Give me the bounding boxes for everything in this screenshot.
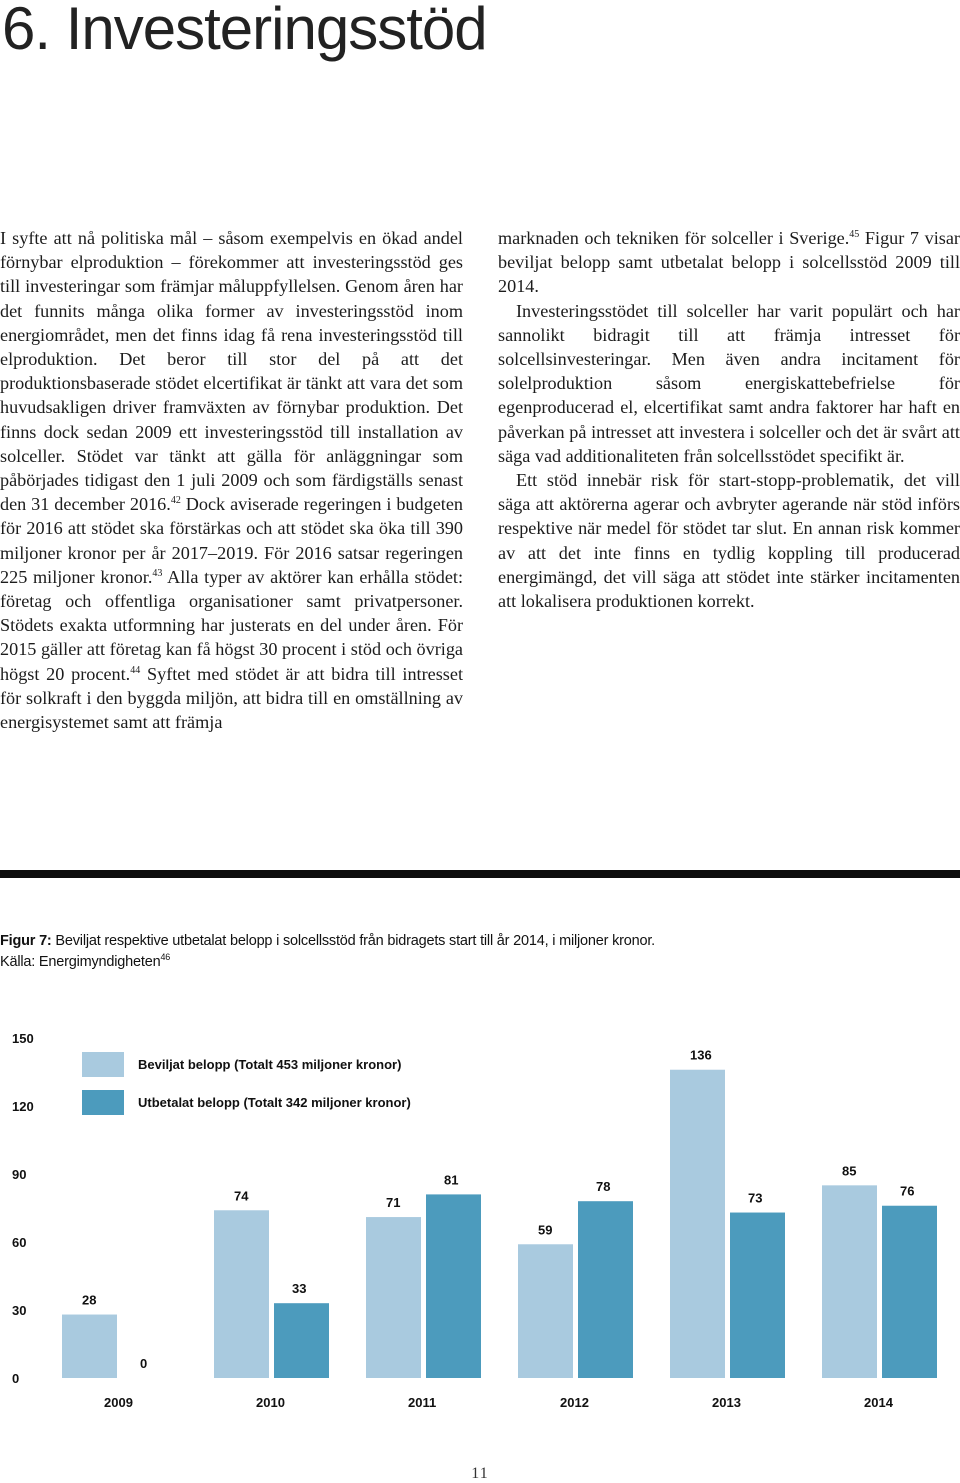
- data-label: 76: [900, 1183, 915, 1199]
- footnote-ref[interactable]: 45: [849, 229, 860, 240]
- data-label: 59: [538, 1222, 553, 1238]
- text-span: Alla typer av aktörer kan erhålla stödet: företag och offentliga organisationer samt privatpersoner. Stödets exakta utformning har justerats en del under åren. För 2015 gäller att företag kan få högst 30 procent i stöd och övriga högst 20 procent.: [0, 566, 464, 684]
- text-span: Syftet med stödet är att bidra till intresset för solkraft i den byggda miljön, att bidra till en omställning av energisystemet samt att främja: [0, 663, 464, 733]
- y-tick-label: 120: [12, 1099, 34, 1114]
- left-text-column: [0, 226, 463, 734]
- text-span: Figur 7 visar beviljat belopp samt utbetalat belopp i solcellsstöd 2009 till 2014.: [498, 228, 960, 297]
- bar: [274, 1303, 329, 1378]
- bar: [518, 1244, 573, 1378]
- bar: [822, 1185, 877, 1378]
- figure-caption-text: Beviljat respektive utbetalat belopp i solcellsstöd från bidragets start till år 2014, i miljoner kronor.: [51, 933, 655, 949]
- paragraph: [498, 226, 960, 299]
- footnote-ref[interactable]: 46: [160, 952, 171, 962]
- footnote-ref[interactable]: 43: [152, 567, 163, 579]
- data-label: 73: [748, 1190, 763, 1206]
- data-label: 74: [234, 1188, 249, 1204]
- y-tick-label: 90: [12, 1167, 27, 1182]
- x-tick-label: 2014: [864, 1395, 893, 1410]
- bar: [214, 1210, 269, 1378]
- y-tick-label: 0: [12, 1371, 20, 1386]
- figure-caption: [0, 931, 960, 973]
- data-label: 0: [140, 1356, 148, 1371]
- x-tick-label: 2011: [408, 1395, 437, 1410]
- legend-label: Beviljat belopp (Totalt 453 miljoner kronor): [138, 1057, 402, 1072]
- data-label: 85: [842, 1163, 857, 1179]
- bar: [426, 1194, 481, 1378]
- data-label: 28: [82, 1292, 97, 1308]
- text-span: marknaden och tekniken för solceller i Sverige.: [498, 228, 850, 248]
- x-tick-label: 2012: [560, 1395, 589, 1410]
- y-tick-label: 150: [12, 1031, 34, 1046]
- legend-swatch: [82, 1052, 124, 1077]
- section-divider: [0, 870, 960, 878]
- data-label: 71: [386, 1195, 401, 1211]
- page-title: 6. Investeringsstöd: [2, 0, 487, 62]
- data-label: 136: [690, 1047, 712, 1063]
- bar: [366, 1217, 421, 1378]
- bar: [730, 1213, 785, 1378]
- bar-chart: [0, 1010, 960, 1420]
- data-label: 33: [292, 1281, 307, 1297]
- bar: [62, 1315, 117, 1378]
- x-tick-label: 2010: [256, 1395, 285, 1410]
- data-label: 81: [444, 1172, 459, 1188]
- bar: [882, 1206, 937, 1378]
- y-tick-label: 60: [12, 1235, 27, 1250]
- paragraph: Investeringsstödet till solceller har varit populärt och har sannolikt bidragit till att främja intresset för solcellsinvesteringar. Men även andra incitament för solelproduktion såsom energiskattebefrielse för egenproducerad el, elcertifikat samt andra faktorer har haft en påverkan på intresset att investera i solceller och det är svårt att säga vad additionaliteten från solcellsstödet specifikt är.: [498, 300, 960, 466]
- bar: [670, 1070, 725, 1378]
- text-span: Dock aviserade regeringen i budgeten för 2016 att stödet ska förstärkas och att stödet ska öka till 390 miljoner kronor per år 2017–2019. För 2016 satsar regeringen 225 miljoner kronor.: [0, 494, 463, 587]
- x-tick-label: 2013: [712, 1395, 741, 1410]
- page-number: 11: [471, 1465, 489, 1482]
- legend-label: Utbetalat belopp (Totalt 342 miljoner kronor): [138, 1095, 411, 1110]
- figure-source: Källa: Energimyndigheten: [0, 954, 161, 970]
- paragraph: [0, 226, 463, 734]
- figure-label: Figur 7:: [0, 933, 52, 949]
- legend-swatch: [82, 1090, 124, 1115]
- text-span: I syfte att nå politiska mål – såsom exempelvis en ökad andel förnybar elproduktion – förekommer att investeringsstöd ges till investeringar som främjar måluppfyllelsen. Genom åren har det funnits många olika former av investeringsstöd inom energiområdet, men det finns idag få rena investeringsstöd till elproduktion. Det beror till stor del på att det produktionsbaserade stödet elcertifikat är tänkt att vara det som huvudsakligen driver framväxten av förnybar produktion. Det finns dock sedan 2009 ett investeringsstöd till installation av solceller. Stödet var tänkt att gälla för anläggningar som påbörjades tidigast den 1 juli 2009 och som färdigställs senast den 31 december 2016.: [0, 228, 463, 515]
- y-tick-label: 30: [12, 1303, 27, 1318]
- bar: [578, 1201, 633, 1378]
- footnote-ref[interactable]: 42: [170, 495, 181, 507]
- data-label: 78: [596, 1179, 611, 1195]
- x-tick-label: 2009: [104, 1395, 133, 1410]
- right-text-column: [498, 226, 960, 613]
- footnote-ref[interactable]: 44: [130, 664, 141, 676]
- paragraph: Ett stöd innebär risk för start-stopp-problematik, det vill säga att aktörerna agerar och avbryter agerande när stöd införs respektive när medel för stödet tar slut. En annan risk kommer av att det inte finns en tydlig koppling till producerad energimängd, det vill säga att stödet inte stärker incitamenten att lokalisera produktionen korrekt.: [498, 470, 960, 612]
